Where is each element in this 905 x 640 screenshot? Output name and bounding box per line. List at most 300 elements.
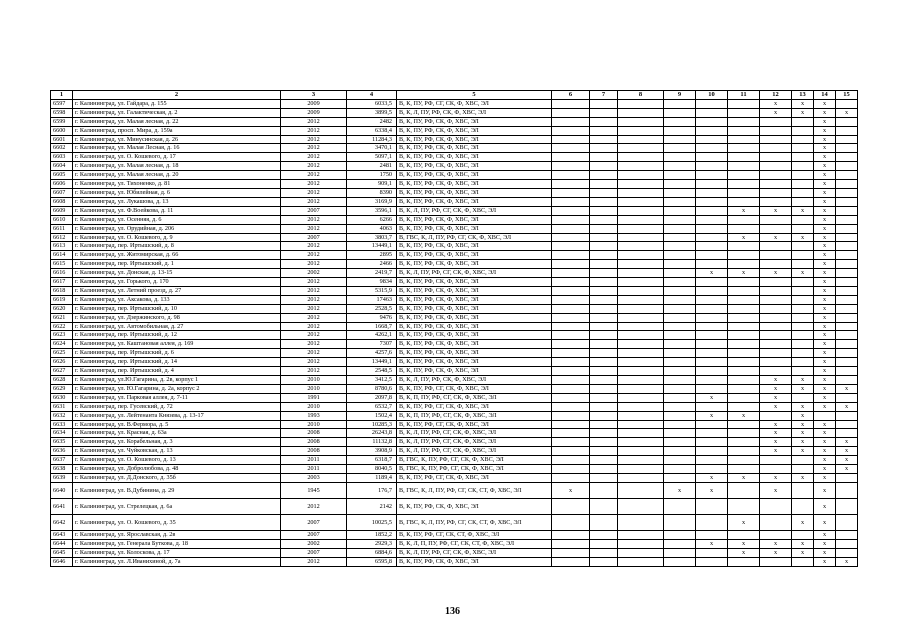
cell-mark — [590, 242, 618, 251]
cell-mark — [696, 126, 728, 135]
cell-mark — [590, 340, 618, 349]
cell-mark — [792, 260, 814, 269]
cell-systems: В, К, ПУ, РФ, СК, Ф, ХВС, ЭЛ — [397, 286, 552, 295]
cell-mark — [760, 367, 792, 376]
cell-mark — [760, 117, 792, 126]
cell-mark — [792, 557, 814, 566]
cell-mark: x — [836, 447, 858, 456]
cell-mark — [664, 393, 696, 402]
cell-mark — [664, 376, 696, 385]
cell-mark — [792, 322, 814, 331]
cell-id: 6643 — [51, 530, 73, 539]
cell-year: 2007 — [281, 233, 347, 242]
cell-mark — [792, 482, 814, 498]
cell-mark — [760, 126, 792, 135]
cell-mark: x — [760, 482, 792, 498]
cell-id: 6624 — [51, 340, 73, 349]
cell-mark — [760, 260, 792, 269]
cell-systems: В, ГВС, К, Л, ПУ, РФ, СГ, СК, Ф, ХВС, ЭЛ — [397, 233, 552, 242]
table-row — [51, 180, 858, 189]
cell-mark — [590, 135, 618, 144]
cell-area: 2929,3 — [347, 539, 397, 548]
table-row — [51, 108, 858, 117]
cell-area: 2466 — [347, 260, 397, 269]
cell-mark — [836, 420, 858, 429]
cell-mark: x — [814, 197, 836, 206]
cell-mark — [590, 402, 618, 411]
cell-id: 6629 — [51, 384, 73, 393]
cell-mark — [618, 420, 664, 429]
cell-mark: x — [814, 557, 836, 566]
cell-id: 6616 — [51, 269, 73, 278]
cell-mark — [618, 340, 664, 349]
cell-address: г. Калининград, ул. Лейтенанта Князева, д. 13-17 — [73, 411, 281, 420]
cell-id: 6628 — [51, 376, 73, 385]
cell-address: г. Калининград, пер. Иртышский, д. 14 — [73, 358, 281, 367]
cell-mark — [760, 171, 792, 180]
cell-mark — [590, 233, 618, 242]
cell-mark — [590, 126, 618, 135]
cell-systems: В, К, ПУ, РФ, СК, Ф, ХВС, ЭЛ — [397, 171, 552, 180]
cell-mark — [728, 144, 760, 153]
cell-mark — [618, 367, 664, 376]
cell-mark: x — [814, 286, 836, 295]
cell-systems: В, К, ПУ, РФ, СК, Ф, ХВС, ЭЛ — [397, 251, 552, 260]
cell-mark — [552, 260, 590, 269]
cell-systems: В, К, П, ПУ, РФ, СГ, СК, Ф, ХВС, ЭЛ — [397, 393, 552, 402]
cell-id: 6609 — [51, 206, 73, 215]
cell-systems: В, К, Л, ПУ, РФ, СК, Ф, ХВС, ЭЛ — [397, 108, 552, 117]
cell-systems: В, К, ПУ, РФ, СК, Ф, ХВС, ЭЛ — [397, 260, 552, 269]
cell-mark: x — [728, 473, 760, 482]
column-header: 12 — [760, 91, 792, 100]
cell-mark — [664, 498, 696, 514]
cell-area: 3596,1 — [347, 206, 397, 215]
cell-mark: x — [814, 135, 836, 144]
cell-address: г. Калининград, ул. Дзержинского, д. 98 — [73, 313, 281, 322]
cell-mark — [728, 304, 760, 313]
cell-mark — [696, 224, 728, 233]
cell-mark — [664, 384, 696, 393]
cell-mark — [664, 429, 696, 438]
cell-mark — [552, 215, 590, 224]
cell-id: 6615 — [51, 260, 73, 269]
cell-mark: x — [814, 144, 836, 153]
cell-mark — [696, 162, 728, 171]
cell-systems: В, ГВС, К, ПУ, РФ, СГ, СК, Ф, ХВС, ЭЛ — [397, 456, 552, 465]
cell-mark — [696, 108, 728, 117]
cell-mark: x — [814, 251, 836, 260]
cell-mark: x — [792, 514, 814, 530]
cell-area: 8780,6 — [347, 384, 397, 393]
cell-mark: x — [696, 482, 728, 498]
cell-address: г. Калининград, ул. Юбилейная, д. 6 — [73, 188, 281, 197]
cell-year: 2012 — [281, 188, 347, 197]
cell-mark — [618, 304, 664, 313]
cell-mark — [728, 498, 760, 514]
cell-mark — [728, 456, 760, 465]
cell-mark — [618, 206, 664, 215]
cell-systems: В, К, Л, П, ПУ, РФ, СГ, СК, СТ, Ф, ХВС, ЭЛ — [397, 539, 552, 548]
cell-mark — [728, 482, 760, 498]
cell-mark: x — [814, 447, 836, 456]
cell-mark — [836, 99, 858, 108]
cell-mark — [552, 171, 590, 180]
cell-mark — [552, 473, 590, 482]
cell-id: 6633 — [51, 420, 73, 429]
cell-area: 176,7 — [347, 482, 397, 498]
cell-mark: x — [814, 429, 836, 438]
cell-mark — [664, 514, 696, 530]
cell-area: 1668,7 — [347, 322, 397, 331]
cell-mark: x — [814, 153, 836, 162]
cell-address: г. Калининград, ул. Корабельная, д. 3 — [73, 438, 281, 447]
cell-mark — [696, 498, 728, 514]
cell-area: 3412,5 — [347, 376, 397, 385]
cell-id: 6598 — [51, 108, 73, 117]
cell-mark — [664, 539, 696, 548]
cell-mark — [618, 286, 664, 295]
cell-systems: В, К, ПУ, РФ, СК, Ф, ХВС, ЭЛ — [397, 135, 552, 144]
cell-mark — [728, 126, 760, 135]
cell-address: г. Калининград, ул. Ярославская, д. 2в — [73, 530, 281, 539]
cell-area: 6033,5 — [347, 99, 397, 108]
cell-id: 6636 — [51, 447, 73, 456]
cell-mark — [836, 286, 858, 295]
table-row — [51, 473, 858, 482]
cell-year: 2012 — [281, 260, 347, 269]
cell-mark — [664, 420, 696, 429]
cell-mark: x — [814, 295, 836, 304]
cell-mark — [836, 367, 858, 376]
cell-mark: x — [814, 438, 836, 447]
cell-mark — [760, 349, 792, 358]
cell-year: 2007 — [281, 548, 347, 557]
cell-mark: x — [814, 215, 836, 224]
cell-mark — [836, 269, 858, 278]
column-header: 1 — [51, 91, 73, 100]
cell-mark: x — [728, 206, 760, 215]
cell-mark — [552, 358, 590, 367]
cell-mark — [760, 358, 792, 367]
cell-mark — [552, 233, 590, 242]
cell-area: 11284,3 — [347, 135, 397, 144]
cell-mark — [618, 242, 664, 251]
cell-id: 6641 — [51, 498, 73, 514]
cell-mark — [836, 322, 858, 331]
cell-mark — [696, 514, 728, 530]
cell-id: 6614 — [51, 251, 73, 260]
cell-mark — [696, 206, 728, 215]
table-body — [51, 99, 858, 566]
cell-mark — [664, 162, 696, 171]
cell-mark — [552, 269, 590, 278]
cell-mark — [664, 322, 696, 331]
cell-year: 2012 — [281, 367, 347, 376]
cell-address: г. Калининград, пер. Иртышский, д. 1 — [73, 260, 281, 269]
cell-mark — [696, 99, 728, 108]
cell-address: г. Калининград, ул. Горького, д. 170 — [73, 278, 281, 287]
cell-mark: x — [814, 206, 836, 215]
cell-year: 2012 — [281, 340, 347, 349]
cell-mark: x — [696, 411, 728, 420]
cell-area: 3899,5 — [347, 108, 397, 117]
cell-mark — [590, 153, 618, 162]
table-row — [51, 530, 858, 539]
table-row — [51, 465, 858, 474]
cell-mark — [728, 278, 760, 287]
cell-id: 6622 — [51, 322, 73, 331]
cell-year: 2010 — [281, 420, 347, 429]
cell-mark — [552, 530, 590, 539]
cell-mark — [696, 304, 728, 313]
cell-mark — [590, 498, 618, 514]
cell-year: 2012 — [281, 117, 347, 126]
cell-mark: x — [760, 393, 792, 402]
cell-mark — [552, 384, 590, 393]
table-row — [51, 331, 858, 340]
cell-mark — [590, 384, 618, 393]
cell-mark — [590, 99, 618, 108]
cell-year: 2012 — [281, 295, 347, 304]
cell-mark — [664, 349, 696, 358]
cell-mark — [728, 162, 760, 171]
cell-year: 2010 — [281, 376, 347, 385]
cell-mark — [552, 402, 590, 411]
cell-area: 909,1 — [347, 180, 397, 189]
cell-year: 2008 — [281, 429, 347, 438]
cell-mark — [728, 447, 760, 456]
cell-id: 6604 — [51, 162, 73, 171]
cell-mark — [664, 358, 696, 367]
cell-mark — [618, 180, 664, 189]
cell-address: г. Калининград, ул.Ю.Гагарина, д. 2в, корпус 1 — [73, 376, 281, 385]
table-row — [51, 269, 858, 278]
cell-systems: В, ГВС, К, Л, ПУ, РФ, СГ, СК, СТ, Ф, ХВС, ЭЛ — [397, 514, 552, 530]
cell-year: 2012 — [281, 322, 347, 331]
cell-mark — [664, 295, 696, 304]
cell-mark — [696, 530, 728, 539]
cell-mark — [696, 456, 728, 465]
cell-mark — [792, 126, 814, 135]
cell-area: 3470,1 — [347, 144, 397, 153]
cell-mark — [618, 402, 664, 411]
cell-mark — [552, 367, 590, 376]
column-header: 14 — [814, 91, 836, 100]
cell-mark — [836, 331, 858, 340]
cell-mark — [836, 180, 858, 189]
table-row — [51, 304, 858, 313]
cell-mark — [728, 393, 760, 402]
cell-mark — [836, 242, 858, 251]
cell-systems: В, К, ПУ, РФ, СК, Ф, ХВС, ЭЛ — [397, 322, 552, 331]
cell-mark — [618, 171, 664, 180]
table-row — [51, 286, 858, 295]
table-row — [51, 358, 858, 367]
cell-mark — [618, 376, 664, 385]
cell-area: 6318,7 — [347, 456, 397, 465]
cell-mark — [728, 438, 760, 447]
cell-mark: x — [760, 420, 792, 429]
cell-mark — [760, 313, 792, 322]
cell-mark — [728, 108, 760, 117]
cell-mark — [760, 197, 792, 206]
cell-mark — [792, 530, 814, 539]
cell-mark — [814, 411, 836, 420]
cell-mark: x — [728, 411, 760, 420]
cell-mark — [728, 530, 760, 539]
cell-mark — [792, 295, 814, 304]
cell-mark — [836, 295, 858, 304]
cell-mark — [618, 162, 664, 171]
cell-mark — [618, 331, 664, 340]
cell-mark: x — [760, 548, 792, 557]
cell-mark — [836, 117, 858, 126]
cell-mark — [618, 349, 664, 358]
cell-mark — [836, 304, 858, 313]
cell-address: г. Калининград, пер. Иртышский, д. 4 — [73, 367, 281, 376]
cell-mark — [792, 135, 814, 144]
table-row — [51, 498, 858, 514]
cell-mark — [590, 224, 618, 233]
cell-mark — [552, 197, 590, 206]
table-row — [51, 162, 858, 171]
cell-mark — [618, 99, 664, 108]
cell-mark — [618, 260, 664, 269]
cell-mark — [552, 206, 590, 215]
cell-mark: x — [552, 482, 590, 498]
cell-systems: В, К, Л, ПУ, РФ, СГ, СК, Ф, ХВС, ЭЛ — [397, 548, 552, 557]
cell-mark — [696, 349, 728, 358]
cell-mark — [618, 135, 664, 144]
cell-year: 2012 — [281, 358, 347, 367]
cell-mark — [552, 286, 590, 295]
cell-mark: x — [792, 376, 814, 385]
cell-mark: x — [814, 358, 836, 367]
cell-id: 6642 — [51, 514, 73, 530]
cell-systems: В, К, П, ПУ, РФ, СГ, СК, Ф, ХВС, ЭЛ — [397, 411, 552, 420]
cell-mark — [728, 153, 760, 162]
cell-mark — [618, 456, 664, 465]
cell-mark: x — [696, 473, 728, 482]
building-register-table — [50, 90, 858, 567]
cell-mark: x — [814, 162, 836, 171]
cell-mark — [696, 233, 728, 242]
cell-mark — [664, 233, 696, 242]
cell-mark — [792, 456, 814, 465]
table-row — [51, 548, 858, 557]
cell-area: 1189,4 — [347, 473, 397, 482]
cell-mark — [696, 180, 728, 189]
cell-mark — [696, 260, 728, 269]
cell-address: г. Калининград, ул. Малая лесная, д. 18 — [73, 162, 281, 171]
cell-mark — [618, 514, 664, 530]
column-header: 11 — [728, 91, 760, 100]
cell-mark — [552, 117, 590, 126]
cell-mark — [792, 367, 814, 376]
cell-mark: x — [814, 465, 836, 474]
cell-mark — [590, 411, 618, 420]
cell-mark — [728, 286, 760, 295]
cell-mark — [836, 514, 858, 530]
cell-mark — [836, 206, 858, 215]
cell-mark — [552, 539, 590, 548]
cell-mark — [760, 224, 792, 233]
cell-address: г. Калининград, ул. Минусинская, д. 26 — [73, 135, 281, 144]
cell-year: 2010 — [281, 384, 347, 393]
cell-mark — [792, 242, 814, 251]
table-row — [51, 322, 858, 331]
cell-year: 2012 — [281, 126, 347, 135]
cell-mark — [792, 393, 814, 402]
cell-systems: В, К, ПУ, РФ, СК, Ф, ХВС, ЭЛ — [397, 358, 552, 367]
cell-year: 2012 — [281, 278, 347, 287]
cell-year: 1945 — [281, 482, 347, 498]
cell-mark — [760, 242, 792, 251]
cell-mark — [696, 548, 728, 557]
cell-mark — [552, 393, 590, 402]
cell-mark — [664, 548, 696, 557]
cell-mark: x — [760, 473, 792, 482]
cell-mark: x — [792, 438, 814, 447]
cell-systems: В, К, ПУ, РФ, СГ, СК, СТ, Ф, ХВС, ЭЛ — [397, 530, 552, 539]
cell-mark — [728, 367, 760, 376]
cell-mark — [664, 206, 696, 215]
cell-id: 6610 — [51, 215, 73, 224]
table-row — [51, 135, 858, 144]
cell-mark — [836, 473, 858, 482]
cell-id: 6603 — [51, 153, 73, 162]
cell-mark: x — [814, 224, 836, 233]
cell-mark: x — [792, 384, 814, 393]
cell-area: 8040,5 — [347, 465, 397, 474]
cell-systems: В, К, Л, ПУ, РФ, СГ, СК, Ф, ХВС, ЭЛ — [397, 438, 552, 447]
cell-area: 2142 — [347, 498, 397, 514]
cell-mark — [696, 242, 728, 251]
cell-mark — [792, 304, 814, 313]
cell-mark — [696, 557, 728, 566]
cell-mark — [728, 242, 760, 251]
cell-mark — [618, 384, 664, 393]
cell-mark — [552, 376, 590, 385]
cell-mark — [696, 465, 728, 474]
cell-id: 6607 — [51, 188, 73, 197]
cell-mark: x — [814, 117, 836, 126]
cell-mark — [664, 224, 696, 233]
cell-mark — [728, 331, 760, 340]
cell-mark: x — [814, 269, 836, 278]
cell-mark — [618, 557, 664, 566]
cell-mark: x — [814, 340, 836, 349]
cell-id: 6601 — [51, 135, 73, 144]
cell-area: 10025,5 — [347, 514, 397, 530]
cell-area: 2528,5 — [347, 304, 397, 313]
cell-mark — [590, 548, 618, 557]
cell-mark — [836, 358, 858, 367]
cell-mark — [618, 548, 664, 557]
cell-mark — [618, 429, 664, 438]
cell-mark — [618, 530, 664, 539]
cell-mark — [664, 188, 696, 197]
cell-address: г. Калининград, ул. В.Фермора, д. 5 — [73, 420, 281, 429]
cell-mark: x — [814, 498, 836, 514]
cell-address: г. Калининград, ул. В.Дубинина, д. 29 — [73, 482, 281, 498]
cell-mark — [664, 126, 696, 135]
cell-mark — [590, 358, 618, 367]
cell-mark — [552, 456, 590, 465]
page-number: 136 — [445, 606, 460, 617]
cell-mark: x — [792, 206, 814, 215]
